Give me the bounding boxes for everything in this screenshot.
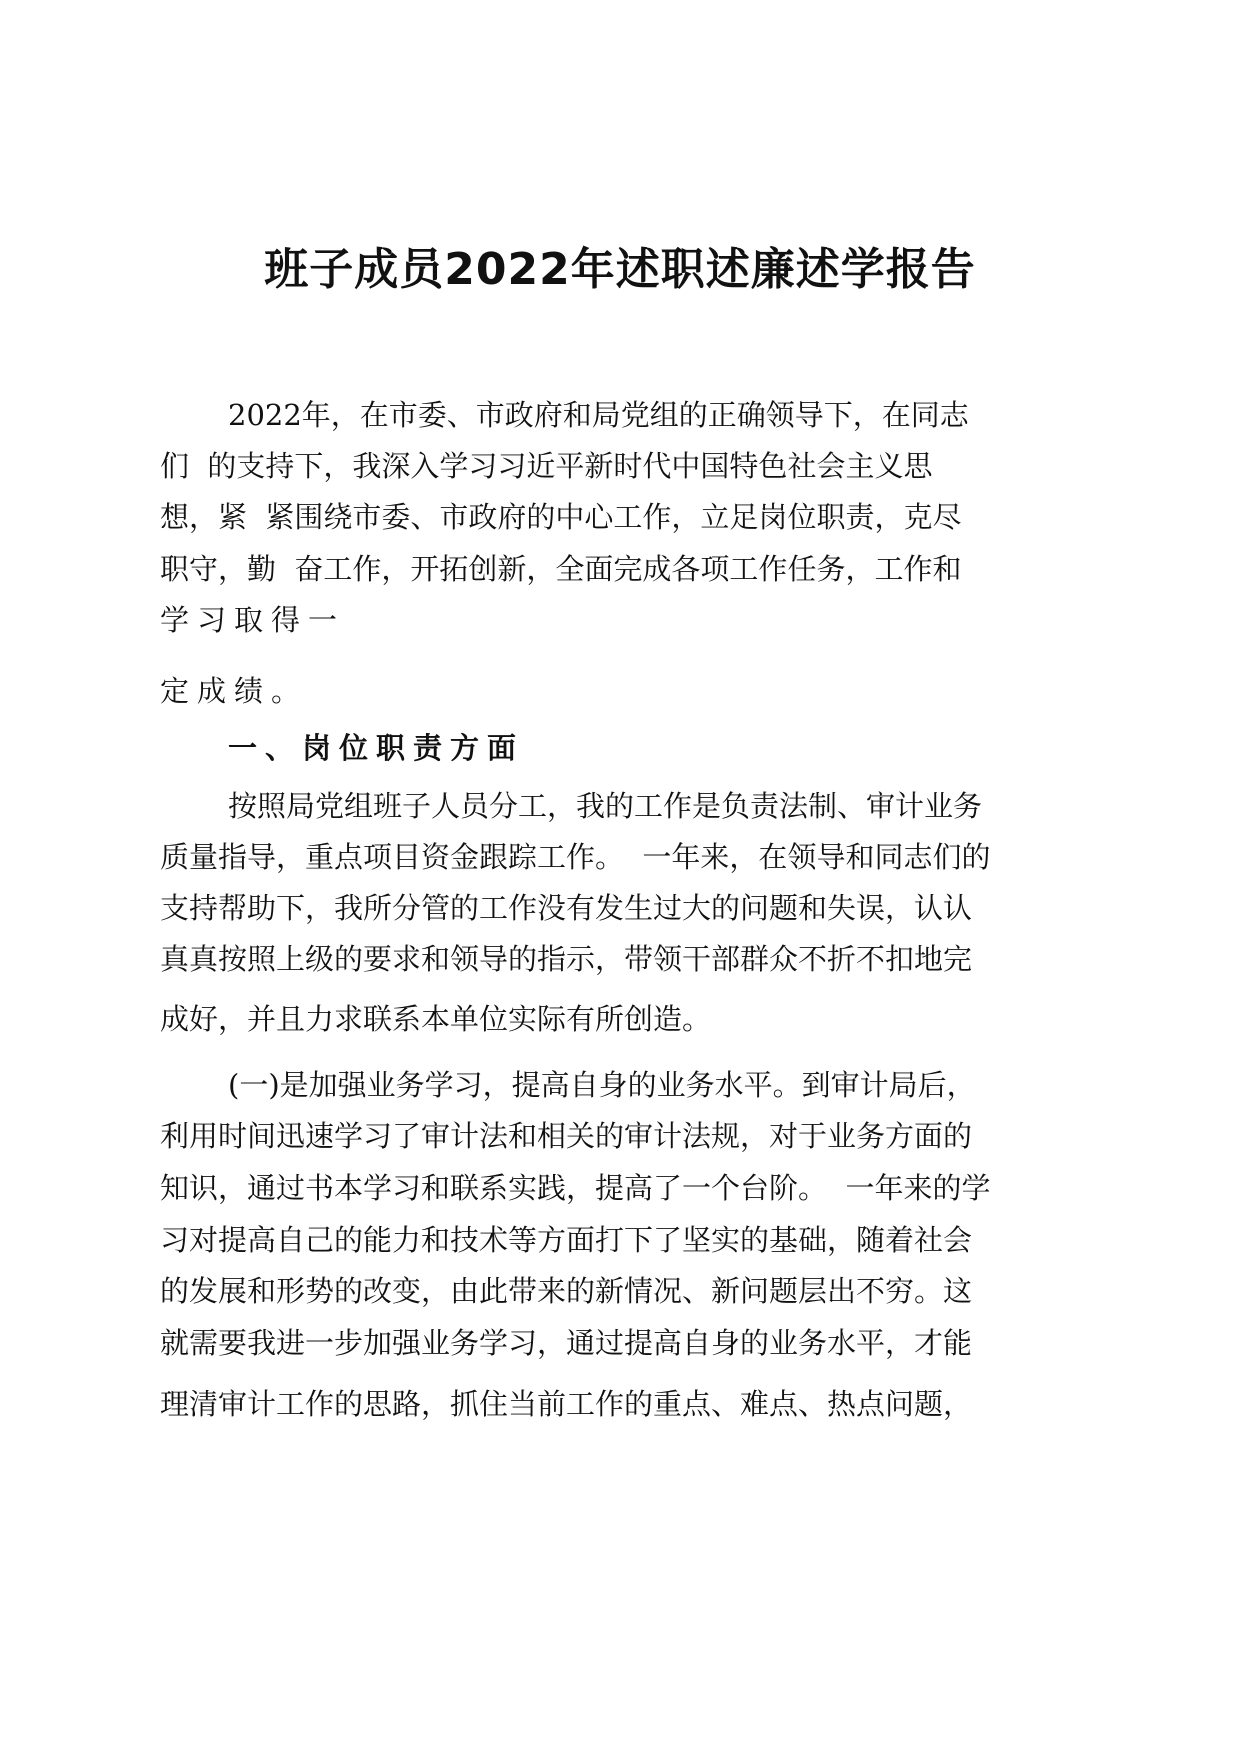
paragraph-1-line-6: 定成绩。 xyxy=(160,674,309,708)
paragraph-1-line-3: 想，紧 紧围绕市委、市政府的中心工作，立足岗位职责，克尽 xyxy=(160,500,962,534)
section-heading-1: 一、岗位职责方面 xyxy=(228,731,525,765)
paragraph-2-line-4: 真真按照上级的要求和领导的指示，带领干部群众不折不扣地完 xyxy=(160,942,973,976)
paragraph-3-line-1: (一)是加强业务学习，提高自身的业务水平。到审计局后， xyxy=(228,1068,976,1102)
paragraph-1-line-5: 学习取得一 xyxy=(160,603,346,637)
paragraph-2-line-5: 成好，并且力求联系本单位实际有所创造。 xyxy=(160,1002,712,1036)
paragraph-3-line-7: 理清审计工作的思路，抓住当前工作的重点、难点、热点问题， xyxy=(160,1387,973,1421)
paragraph-2-line-2: 质量指导，重点项目资金跟踪工作。 一年来，在领导和同志们的 xyxy=(160,840,991,874)
paragraph-3-line-4: 习对提高自己的能力和技术等方面打下了坚实的基础，随着社会 xyxy=(160,1223,973,1257)
paragraph-1-line-1: 2022年，在市委、市政府和局党组的正确领导下，在同志 xyxy=(228,398,969,432)
paragraph-3-line-6: 就需要我进一步加强业务学习，通过提高自身的业务水平，才能 xyxy=(160,1326,973,1360)
paragraph-2-line-1: 按照局党组班子人员分工，我的工作是负责法制、审计业务 xyxy=(228,789,983,823)
paragraph-1-line-2: 们 的支持下，我深入学习习近平新时代中国特色社会主义思 xyxy=(160,449,933,483)
paragraph-3-line-5: 的发展和形势的改变，由此带来的新情况、新问题层出不穷。这 xyxy=(160,1274,973,1308)
paragraph-1-line-4: 职守，勤 奋工作，开拓创新，全面完成各项工作任务，工作和 xyxy=(160,552,962,586)
paragraph-2-line-3: 支持帮助下，我所分管的工作没有发生过大的问题和失误，认认 xyxy=(160,891,973,925)
paragraph-3-line-2: 利用时间迅速学习了审计法和相关的审计法规，对于业务方面的 xyxy=(160,1119,973,1153)
document-title: 班子成员2022年述职述廉述学报告 xyxy=(264,244,976,295)
paragraph-3-line-3: 知识，通过书本学习和联系实践，提高了一个台阶。 一年来的学 xyxy=(160,1171,991,1205)
